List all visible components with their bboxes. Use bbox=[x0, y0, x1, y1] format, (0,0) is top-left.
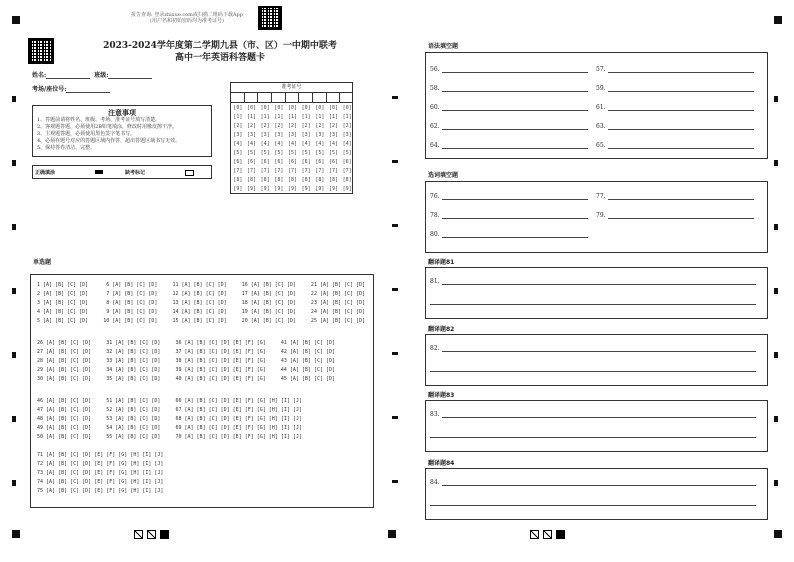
seat-label: 考场/座位号: bbox=[32, 86, 67, 93]
exam-id-bubble[interactable]: [9] bbox=[233, 186, 243, 192]
grammar-box bbox=[425, 52, 768, 159]
grammar-section-label: 语法填空题 bbox=[428, 43, 459, 50]
page-checkbox bbox=[147, 530, 156, 539]
answer-blank[interactable] bbox=[430, 478, 756, 486]
exam-id-entry-row bbox=[231, 93, 352, 103]
mcq-row[interactable]: 49 [A] [B] [C] [D] 54 [A] [B] [C] [D] 69 [A] [B] [C] [D] [E] [F] [G] [H] [I] [J] bbox=[37, 425, 302, 431]
timing-mark bbox=[12, 288, 16, 294]
exam-id-bubble[interactable]: [0] bbox=[274, 105, 284, 111]
exam-id-bubble[interactable]: [0] bbox=[328, 105, 338, 111]
answer-line[interactable] bbox=[608, 103, 754, 111]
timing-mark bbox=[392, 224, 398, 227]
translation-line[interactable] bbox=[430, 437, 756, 438]
name-label: 姓名: bbox=[32, 72, 47, 79]
exam-id-bubble[interactable]: [4] bbox=[301, 141, 311, 147]
answer-blank[interactable] bbox=[430, 84, 588, 92]
exam-id-column bbox=[328, 104, 340, 194]
answer-line[interactable] bbox=[442, 192, 588, 200]
answer-number: 80. bbox=[430, 231, 440, 238]
answer-line[interactable] bbox=[442, 230, 588, 238]
timing-mark bbox=[392, 160, 398, 163]
translation-box bbox=[425, 267, 768, 319]
answer-line[interactable] bbox=[608, 211, 754, 219]
exam-id-entry-cell[interactable] bbox=[340, 93, 354, 102]
mcq-row[interactable]: 71 [A] [B] [C] [D] [E] [F] [G] [H] [I] [J] bbox=[37, 452, 164, 458]
answer-number: 58. bbox=[430, 85, 440, 92]
exam-id-bubble[interactable]: [9] bbox=[260, 186, 270, 192]
exam-id-bubble[interactable]: [7] bbox=[274, 168, 284, 174]
exam-id-bubble[interactable]: [1] bbox=[301, 114, 311, 120]
exam-id-bubble[interactable]: [8] bbox=[301, 177, 311, 183]
timing-mark bbox=[774, 96, 778, 102]
exam-id-bubble[interactable]: [3] bbox=[274, 132, 284, 138]
timing-mark bbox=[774, 224, 778, 230]
timing-mark bbox=[12, 160, 16, 166]
exam-id-bubble[interactable]: [1] bbox=[342, 114, 352, 120]
timing-mark bbox=[774, 352, 778, 358]
mcq-group bbox=[37, 397, 302, 442]
exam-id-bubble[interactable]: [4] bbox=[328, 141, 338, 147]
exam-id-bubble[interactable]: [6] bbox=[301, 159, 311, 165]
answer-line[interactable] bbox=[442, 410, 756, 418]
exam-id-bubble[interactable]: [2] bbox=[328, 123, 338, 129]
timing-mark bbox=[774, 416, 778, 422]
exam-id-box bbox=[230, 82, 353, 194]
timing-mark bbox=[392, 480, 398, 483]
answer-line[interactable] bbox=[608, 141, 754, 149]
answer-line[interactable] bbox=[442, 122, 588, 130]
answer-number: 65. bbox=[596, 142, 606, 149]
exam-id-bubble[interactable]: [5] bbox=[274, 150, 284, 156]
mcq-row[interactable]: 26 [A] [B] [C] [D] 31 [A] [B] [C] [D] 36 [A] [B] [C] [D] [E] [F] [G] 41 [A] [B] [C] [D] bbox=[37, 340, 336, 346]
exam-id-bubble[interactable]: [0] bbox=[287, 105, 297, 111]
mcq-row[interactable]: 1 [A] [B] [C] [D] 6 [A] [B] [C] [D] 11 [A] [B] [C] [D] 16 [A] [B] [C] [D] 21 [A] [B] [C] [D] bbox=[37, 282, 366, 288]
app-qr-code bbox=[258, 6, 282, 30]
exam-id-column bbox=[259, 104, 271, 194]
answer-number: 60. bbox=[430, 104, 440, 111]
exam-id-bubble[interactable]: [1] bbox=[274, 114, 284, 120]
timing-mark bbox=[392, 352, 398, 355]
answer-blank[interactable] bbox=[596, 141, 754, 149]
answer-line[interactable] bbox=[442, 478, 756, 486]
mcq-row[interactable]: 47 [A] [B] [C] [D] 52 [A] [B] [C] [D] 67 [A] [B] [C] [D] [E] [F] [G] [H] [I] [J] bbox=[37, 407, 302, 413]
exam-id-column bbox=[287, 104, 299, 194]
exam-id-bubble[interactable]: [4] bbox=[287, 141, 297, 147]
mcq-row[interactable]: 72 [A] [B] [C] [D] [E] [F] [G] [H] [I] [J] bbox=[37, 461, 164, 467]
mcq-row[interactable]: 5 [A] [B] [C] [D] 10 [A] [B] [C] [D] 15 [A] [B] [C] [D] 20 [A] [B] [C] [D] 25 [A] [B] [C] [D] bbox=[37, 318, 366, 324]
answer-line[interactable] bbox=[608, 192, 754, 200]
exam-id-header: 准考证号 bbox=[231, 83, 352, 93]
missing-mark-box[interactable] bbox=[185, 170, 194, 176]
translation-line[interactable] bbox=[430, 371, 756, 372]
mcq-group bbox=[37, 281, 365, 326]
page-mark bbox=[388, 530, 396, 538]
answer-blank[interactable] bbox=[430, 122, 588, 130]
seat-line[interactable] bbox=[66, 92, 110, 93]
translation-section-label: 翻译题84 bbox=[428, 460, 455, 467]
answer-blank[interactable] bbox=[430, 277, 756, 285]
notes-item: 4、必须在题号对应的答题区域内作答，超出答题区域书写无效。 bbox=[37, 138, 181, 144]
translation-box bbox=[425, 400, 768, 452]
exam-id-bubble[interactable]: [4] bbox=[342, 141, 352, 147]
exam-id-bubble[interactable]: [7] bbox=[246, 168, 256, 174]
answer-number: 63. bbox=[596, 123, 606, 130]
exam-id-column bbox=[314, 104, 326, 194]
timing-mark bbox=[774, 480, 778, 486]
timing-mark bbox=[392, 96, 398, 99]
exam-id-bubble[interactable]: [0] bbox=[246, 105, 256, 111]
mcq-row[interactable]: 4 [A] [B] [C] [D] 9 [A] [B] [C] [D] 14 [A] [B] [C] [D] 19 [A] [B] [C] [D] 24 [A] [B] [C] [D] bbox=[37, 309, 366, 315]
answer-line[interactable] bbox=[442, 277, 756, 285]
mcq-row[interactable]: 46 [A] [B] [C] [D] 51 [A] [B] [C] [D] 66 [A] [B] [C] [D] [E] [F] [G] [H] [I] [J] bbox=[37, 398, 302, 404]
title-line2: 高中一年英语科答题卡 bbox=[174, 53, 265, 63]
exam-id-bubble[interactable]: [1] bbox=[287, 114, 297, 120]
exam-id-bubble[interactable]: [4] bbox=[315, 141, 325, 147]
exam-id-bubble[interactable]: [6] bbox=[260, 159, 270, 165]
mcq-row[interactable]: 2 [A] [B] [C] [D] 7 [A] [B] [C] [D] 12 [A] [B] [C] [D] 17 [A] [B] [C] [D] 22 [A] [B] [C] [D] bbox=[37, 291, 366, 297]
exam-id-bubble[interactable]: [4] bbox=[246, 141, 256, 147]
answer-line[interactable] bbox=[442, 141, 588, 149]
notes-title: 注意事项 bbox=[108, 108, 136, 117]
exam-id-bubble[interactable]: [7] bbox=[328, 168, 338, 174]
mcq-row[interactable]: 48 [A] [B] [C] [D] 53 [A] [B] [C] [D] 68 [A] [B] [C] [D] [E] [F] [G] [H] [I] [J] bbox=[37, 416, 302, 422]
answer-line[interactable] bbox=[608, 122, 754, 130]
answer-blank[interactable] bbox=[430, 211, 588, 219]
exam-id-bubble[interactable]: [4] bbox=[260, 141, 270, 147]
answer-blank[interactable] bbox=[430, 230, 588, 238]
answer-number: 76. bbox=[430, 193, 440, 200]
timing-mark bbox=[12, 352, 16, 358]
exam-id-bubble[interactable]: [8] bbox=[274, 177, 284, 183]
timing-mark bbox=[12, 480, 16, 486]
answer-line[interactable] bbox=[608, 65, 754, 73]
exam-id-bubble[interactable]: [1] bbox=[233, 114, 243, 120]
answer-blank[interactable] bbox=[596, 84, 754, 92]
answer-blank[interactable] bbox=[430, 141, 588, 149]
answer-blank[interactable] bbox=[430, 344, 756, 352]
translation-line[interactable] bbox=[430, 505, 756, 506]
answer-number: 59. bbox=[596, 85, 606, 92]
translation-section-label: 翻译题81 bbox=[428, 259, 455, 266]
exam-id-bubble[interactable]: [0] bbox=[260, 105, 270, 111]
report-notice-line1: 报告查询: 登录zhixue.com或扫描二维码下载App bbox=[131, 12, 243, 18]
exam-id-bubble[interactable]: [9] bbox=[342, 186, 352, 192]
answer-line[interactable] bbox=[442, 211, 588, 219]
mcq-row[interactable]: 28 [A] [B] [C] [D] 33 [A] [B] [C] [D] 38 [A] [B] [C] [D] [E] [F] [G] 43 [A] [B] [C] [D] bbox=[37, 358, 336, 364]
exam-id-column bbox=[341, 104, 353, 194]
exam-id-bubble[interactable]: [3] bbox=[246, 132, 256, 138]
exam-id-entry-cell[interactable] bbox=[245, 93, 259, 102]
exam-id-bubble[interactable]: [4] bbox=[233, 141, 243, 147]
exam-id-bubble[interactable]: [2] bbox=[287, 123, 297, 129]
exam-id-bubble[interactable]: [9] bbox=[315, 186, 325, 192]
corner-mark bbox=[774, 530, 782, 538]
report-notice-line2: (用户名和初始密码均为准考证号) bbox=[150, 18, 224, 24]
translation-section-label: 翻译题83 bbox=[428, 392, 455, 399]
exam-id-bubble[interactable]: [0] bbox=[233, 105, 243, 111]
answer-line[interactable] bbox=[442, 84, 588, 92]
exam-id-bubble[interactable]: [7] bbox=[260, 168, 270, 174]
exam-id-bubble[interactable]: [3] bbox=[287, 132, 297, 138]
exam-id-column bbox=[273, 104, 285, 194]
exam-id-column bbox=[232, 104, 244, 194]
exam-id-bubble[interactable]: [9] bbox=[246, 186, 256, 192]
mcq-row[interactable]: 75 [A] [B] [C] [D] [E] [F] [G] [H] [I] [J] bbox=[37, 488, 164, 494]
answer-line[interactable] bbox=[442, 103, 588, 111]
answer-number: 83. bbox=[430, 411, 440, 418]
exam-id-bubble[interactable]: [8] bbox=[328, 177, 338, 183]
seat-field[interactable] bbox=[32, 86, 110, 93]
exam-id-bubble[interactable]: [0] bbox=[342, 105, 352, 111]
exam-id-bubble[interactable]: [8] bbox=[246, 177, 256, 183]
corner-mark bbox=[774, 16, 782, 24]
exam-id-bubble[interactable]: [5] bbox=[328, 150, 338, 156]
timing-mark bbox=[774, 160, 778, 166]
exam-id-bubble[interactable]: [3] bbox=[260, 132, 270, 138]
page-checkbox bbox=[530, 530, 539, 539]
mcq-row[interactable]: 27 [A] [B] [C] [D] 32 [A] [B] [C] [D] 37 [A] [B] [C] [D] [E] [F] [G] 42 [A] [B] [C] [D] bbox=[37, 349, 336, 355]
answer-number: 61. bbox=[596, 104, 606, 111]
exam-id-bubble[interactable]: [6] bbox=[274, 159, 284, 165]
timing-mark bbox=[12, 416, 16, 422]
answer-blank[interactable] bbox=[596, 65, 754, 73]
answer-number: 62. bbox=[430, 123, 440, 130]
exam-id-bubble[interactable]: [8] bbox=[260, 177, 270, 183]
timing-mark bbox=[774, 288, 778, 294]
answer-number: 78. bbox=[430, 212, 440, 219]
answer-number: 64. bbox=[430, 142, 440, 149]
exam-id-bubble[interactable]: [2] bbox=[246, 123, 256, 129]
mcq-row[interactable]: 74 [A] [B] [C] [D] [E] [F] [G] [H] [I] [J] bbox=[37, 479, 164, 485]
answer-number: 56. bbox=[430, 66, 440, 73]
exam-id-bubble[interactable]: [3] bbox=[301, 132, 311, 138]
exam-id-bubble[interactable]: [0] bbox=[301, 105, 311, 111]
mcq-group bbox=[37, 451, 163, 496]
fill-example-box bbox=[32, 165, 212, 179]
exam-id-bubble[interactable]: [8] bbox=[315, 177, 325, 183]
exam-id-bubble[interactable]: [2] bbox=[342, 123, 352, 129]
answer-number: 82. bbox=[430, 345, 440, 352]
corner-mark bbox=[12, 16, 20, 24]
exam-id-column bbox=[300, 104, 312, 194]
correct-fill-label: 正确填涂 bbox=[35, 170, 56, 176]
exam-id-bubble[interactable]: [1] bbox=[260, 114, 270, 120]
answer-blank[interactable] bbox=[430, 103, 588, 111]
notes-item: 2、客观题答题，必须使用2B铅笔填涂，修改时用橡皮擦干净。 bbox=[37, 124, 178, 130]
mcq-box bbox=[30, 274, 374, 508]
missing-mark-label: 缺考标记 bbox=[125, 170, 146, 176]
exam-id-bubble[interactable]: [2] bbox=[233, 123, 243, 129]
page-checkbox bbox=[134, 530, 143, 539]
exam-id-bubble[interactable]: [5] bbox=[287, 150, 297, 156]
answer-blank[interactable] bbox=[596, 122, 754, 130]
exam-id-bubble[interactable]: [6] bbox=[315, 159, 325, 165]
name-line[interactable] bbox=[46, 78, 90, 79]
page-checkbox-group bbox=[530, 530, 565, 539]
answer-blank[interactable] bbox=[596, 103, 754, 111]
exam-id-bubble[interactable]: [7] bbox=[233, 168, 243, 174]
word-choice-box bbox=[425, 181, 768, 253]
answer-blank[interactable] bbox=[430, 192, 588, 200]
exam-id-bubble[interactable]: [9] bbox=[301, 186, 311, 192]
exam-id-entry-cell[interactable] bbox=[231, 93, 245, 102]
word-choice-section-label: 选词填空题 bbox=[428, 172, 459, 179]
mcq-group bbox=[37, 339, 335, 384]
title-line1: 2023-2024学年度第二学期九县（市、区）一中期中联考 bbox=[103, 41, 337, 51]
timing-mark bbox=[12, 96, 16, 102]
mcq-row[interactable]: 3 [A] [B] [C] [D] 8 [A] [B] [C] [D] 13 [A] [B] [C] [D] 18 [A] [B] [C] [D] 23 [A] [B] [C] [D] bbox=[37, 300, 366, 306]
student-qr-code bbox=[28, 38, 54, 64]
correct-fill-sample bbox=[95, 170, 103, 174]
timing-mark bbox=[12, 224, 16, 230]
exam-id-bubble[interactable]: [8] bbox=[287, 177, 297, 183]
exam-id-bubble[interactable]: [6] bbox=[233, 159, 243, 165]
answer-line[interactable] bbox=[442, 344, 756, 352]
answer-line[interactable] bbox=[442, 65, 588, 73]
exam-id-bubble[interactable]: [8] bbox=[233, 177, 243, 183]
exam-id-bubble[interactable]: [4] bbox=[274, 141, 284, 147]
exam-id-entry-cell[interactable] bbox=[327, 93, 341, 102]
exam-id-bubble[interactable]: [1] bbox=[328, 114, 338, 120]
exam-id-entry-cell[interactable] bbox=[272, 93, 286, 102]
notes-item: 1、答题前请将姓名、班级、考场、准考证号填写清楚。 bbox=[37, 117, 161, 123]
exam-id-bubble[interactable]: [2] bbox=[315, 123, 325, 129]
notes-item: 3、主观题答题，必须使用黑色签字笔书写。 bbox=[37, 131, 136, 137]
answer-blank[interactable] bbox=[596, 211, 754, 219]
notes-item: 5、保持答卷清洁、完整。 bbox=[37, 145, 96, 151]
exam-id-column bbox=[246, 104, 258, 194]
mcq-row[interactable]: 50 [A] [B] [C] [D] 55 [A] [B] [C] [D] 70 [A] [B] [C] [D] [E] [F] [G] [H] [I] [J] bbox=[37, 434, 302, 440]
exam-id-bubble[interactable]: [0] bbox=[315, 105, 325, 111]
translation-box bbox=[425, 468, 768, 520]
exam-id-bubble[interactable]: [2] bbox=[301, 123, 311, 129]
exam-id-bubble[interactable]: [8] bbox=[342, 177, 352, 183]
mcq-row[interactable]: 73 [A] [B] [C] [D] [E] [F] [G] [H] [I] [J] bbox=[37, 470, 164, 476]
exam-id-bubble[interactable]: [5] bbox=[260, 150, 270, 156]
class-label: 班级: bbox=[94, 72, 109, 79]
page-checkbox-filled bbox=[556, 530, 565, 539]
exam-id-bubble[interactable]: [7] bbox=[342, 168, 352, 174]
exam-id-bubble[interactable]: [3] bbox=[342, 132, 352, 138]
exam-id-bubble[interactable]: [3] bbox=[328, 132, 338, 138]
answer-number: 57. bbox=[596, 66, 606, 73]
mcq-row[interactable]: 29 [A] [B] [C] [D] 34 [A] [B] [C] [D] 39 [A] [B] [C] [D] [E] [F] [G] 44 [A] [B] [C] [D] bbox=[37, 367, 336, 373]
answer-number: 81. bbox=[430, 278, 440, 285]
exam-id-bubble[interactable]: [5] bbox=[246, 150, 256, 156]
timing-mark bbox=[392, 288, 398, 291]
notes-list bbox=[37, 117, 207, 152]
exam-id-bubble[interactable]: [1] bbox=[315, 114, 325, 120]
exam-id-bubble[interactable]: [6] bbox=[246, 159, 256, 165]
class-line[interactable] bbox=[108, 78, 152, 79]
notes-box bbox=[32, 105, 212, 157]
mcq-section-label: 单选题 bbox=[33, 259, 52, 266]
exam-id-bubble[interactable]: [7] bbox=[315, 168, 325, 174]
exam-id-entry-cell[interactable] bbox=[299, 93, 313, 102]
exam-id-bubble[interactable]: [9] bbox=[287, 186, 297, 192]
answer-blank[interactable] bbox=[430, 410, 756, 418]
exam-id-bubble[interactable]: [2] bbox=[260, 123, 270, 129]
answer-blank[interactable] bbox=[430, 65, 588, 73]
exam-id-bubble[interactable]: [5] bbox=[315, 150, 325, 156]
exam-id-bubble[interactable]: [5] bbox=[342, 150, 352, 156]
exam-id-bubble[interactable]: [9] bbox=[328, 186, 338, 192]
exam-id-entry-cell[interactable] bbox=[313, 93, 327, 102]
exam-id-bubble[interactable]: [3] bbox=[315, 132, 325, 138]
translation-line[interactable] bbox=[430, 304, 756, 305]
translation-box bbox=[425, 334, 768, 386]
exam-id-entry-cell[interactable] bbox=[258, 93, 272, 102]
answer-number: 77. bbox=[596, 193, 606, 200]
exam-id-bubble[interactable]: [5] bbox=[233, 150, 243, 156]
exam-id-bubble[interactable]: [2] bbox=[274, 123, 284, 129]
exam-id-bubble[interactable]: [9] bbox=[274, 186, 284, 192]
name-field[interactable] bbox=[32, 72, 152, 79]
page-checkbox bbox=[543, 530, 552, 539]
exam-id-bubble[interactable]: [7] bbox=[301, 168, 311, 174]
page-title bbox=[60, 40, 380, 64]
answer-number: 84. bbox=[430, 479, 440, 486]
exam-id-bubble[interactable]: [6] bbox=[342, 159, 352, 165]
exam-id-bubble[interactable]: [6] bbox=[287, 159, 297, 165]
exam-id-bubble[interactable]: [6] bbox=[328, 159, 338, 165]
answer-blank[interactable] bbox=[596, 192, 754, 200]
exam-id-bubble[interactable]: [1] bbox=[246, 114, 256, 120]
answer-line[interactable] bbox=[608, 84, 754, 92]
exam-id-bubble[interactable]: [7] bbox=[287, 168, 297, 174]
mcq-row[interactable]: 30 [A] [B] [C] [D] 35 [A] [B] [C] [D] 40 [A] [B] [C] [D] [E] [F] [G] 45 [A] [B] [C] [D] bbox=[37, 376, 336, 382]
answer-number: 79. bbox=[596, 212, 606, 219]
exam-id-bubble[interactable]: [3] bbox=[233, 132, 243, 138]
exam-id-bubble[interactable]: [5] bbox=[301, 150, 311, 156]
timing-mark bbox=[392, 416, 398, 419]
exam-id-entry-cell[interactable] bbox=[286, 93, 300, 102]
report-notice bbox=[112, 12, 262, 24]
page-checkbox-filled bbox=[160, 530, 169, 539]
page-checkbox-group bbox=[134, 530, 169, 539]
corner-mark bbox=[12, 530, 20, 538]
translation-section-label: 翻译题82 bbox=[428, 326, 455, 333]
